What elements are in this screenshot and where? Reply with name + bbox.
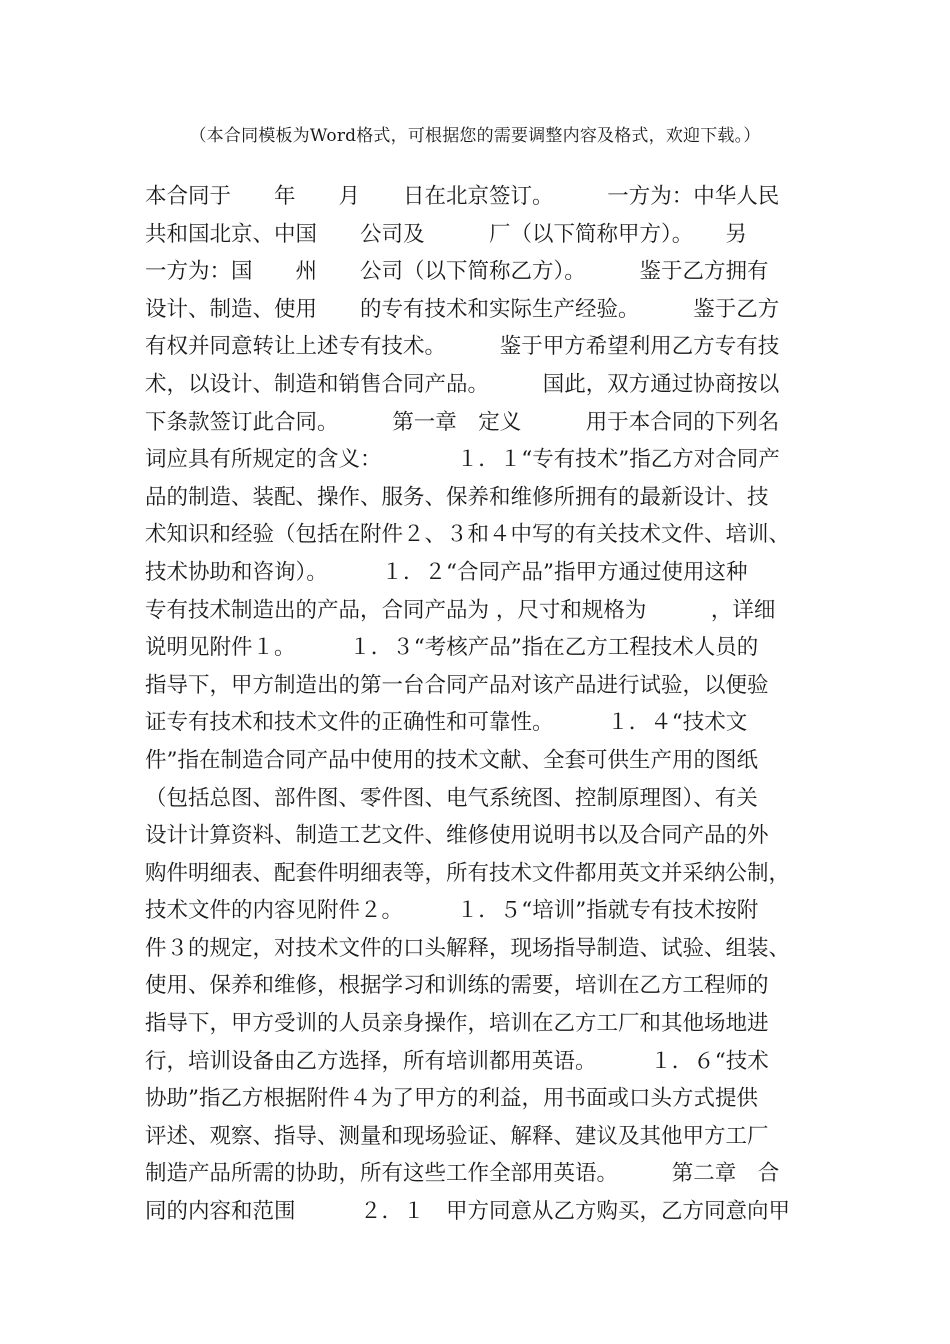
body-line: 设计计算资料、制造工艺文件、维修使用说明书以及合同产品的外 <box>145 823 769 849</box>
body-line: 技术文件的内容见附件２。 １．５“培训”指就专有技术按附 <box>145 898 759 924</box>
body-line: 协助”指乙方根据附件４为了甲方的利益，用书面或口头方式提供 <box>145 1086 758 1112</box>
body-line: 品的制造、装配、操作、服务、保养和维修所拥有的最新设计、技 <box>145 484 769 510</box>
body-line: 词应具有所规定的含义： １．１“专有技术”指乙方对合同产 <box>145 447 780 473</box>
body-line: 共和国北京、中国 公司及 厂（以下简称甲方）。 另 <box>145 221 748 247</box>
body-line: 有权并同意转让上述专有技术。 鉴于甲方希望利用乙方专有技 <box>145 334 780 360</box>
body-line: 说明见附件１。 １．３“考核产品”指在乙方工程技术人员的 <box>145 635 759 661</box>
body-line: 一方为：国 州 公司（以下简称乙方）。 鉴于乙方拥有 <box>145 259 769 285</box>
body-line: 证专有技术和技术文件的正确性和可靠性。 １．４“技术文 <box>145 710 748 736</box>
body-line: 专有技术制造出的产品，合同产品为 ，尺寸和规格为 ，详细 <box>145 597 776 623</box>
body-line: 本合同于 年 月 日在北京签订。 一方为：中华人民 <box>145 184 780 209</box>
body-line: 指导下，甲方制造出的第一台合同产品对该产品进行试验，以便验 <box>145 672 769 698</box>
body-line: 购件明细表、配套件明细表等，所有技术文件都用英文并采纳公制， <box>145 860 791 886</box>
body-line: （包括总图、部件图、零件图、电气系统图、控制原理图）、有关 <box>145 785 758 811</box>
body-line: 同的内容和范围 ２．１ 甲方同意从乙方购买，乙方同意向甲 <box>145 1199 791 1225</box>
body-line: 指导下，甲方受训的人员亲身操作，培训在乙方工厂和其他场地进 <box>145 1011 769 1037</box>
body-line: 术，以设计、制造和销售合同产品。 国此，双方通过协商按以 <box>145 371 780 397</box>
template-note: （本合同模板为Word格式，可根据您的需要调整内容及格式，欢迎下载。） <box>189 126 761 146</box>
body-line: 下条款签订此合同。 第一章 定义 用于本合同的下列名 <box>145 409 780 435</box>
body-line: 术知识和经验（包括在附件２、３和４中写的有关技术文件、培训、 <box>145 522 791 548</box>
body-line: 制造产品所需的协助，所有这些工作全部用英语。 第二章 合 <box>145 1161 780 1187</box>
body-line: 评述、观察、指导、测量和现场验证、解释、建议及其他甲方工厂 <box>145 1123 769 1149</box>
body-line: 使用、保养和维修，根据学习和训练的需要，培训在乙方工程师的 <box>145 973 769 999</box>
body-line: 件”指在制造合同产品中使用的技术文献、全套可供生产用的图纸 <box>145 747 758 773</box>
body-line: 技术协助和咨询）。 １．２“合同产品”指甲方通过使用这种 <box>145 559 748 585</box>
body-line: 行，培训设备由乙方选择，所有培训都用英语。 １．６“技术 <box>145 1048 769 1074</box>
body-line: 设计、制造、使用 的专有技术和实际生产经验。 鉴于乙方 <box>145 296 780 322</box>
contract-body <box>145 178 815 1231</box>
body-line: 件３的规定，对技术文件的口头解释，现场指导制造、试验、组装、 <box>145 935 791 961</box>
